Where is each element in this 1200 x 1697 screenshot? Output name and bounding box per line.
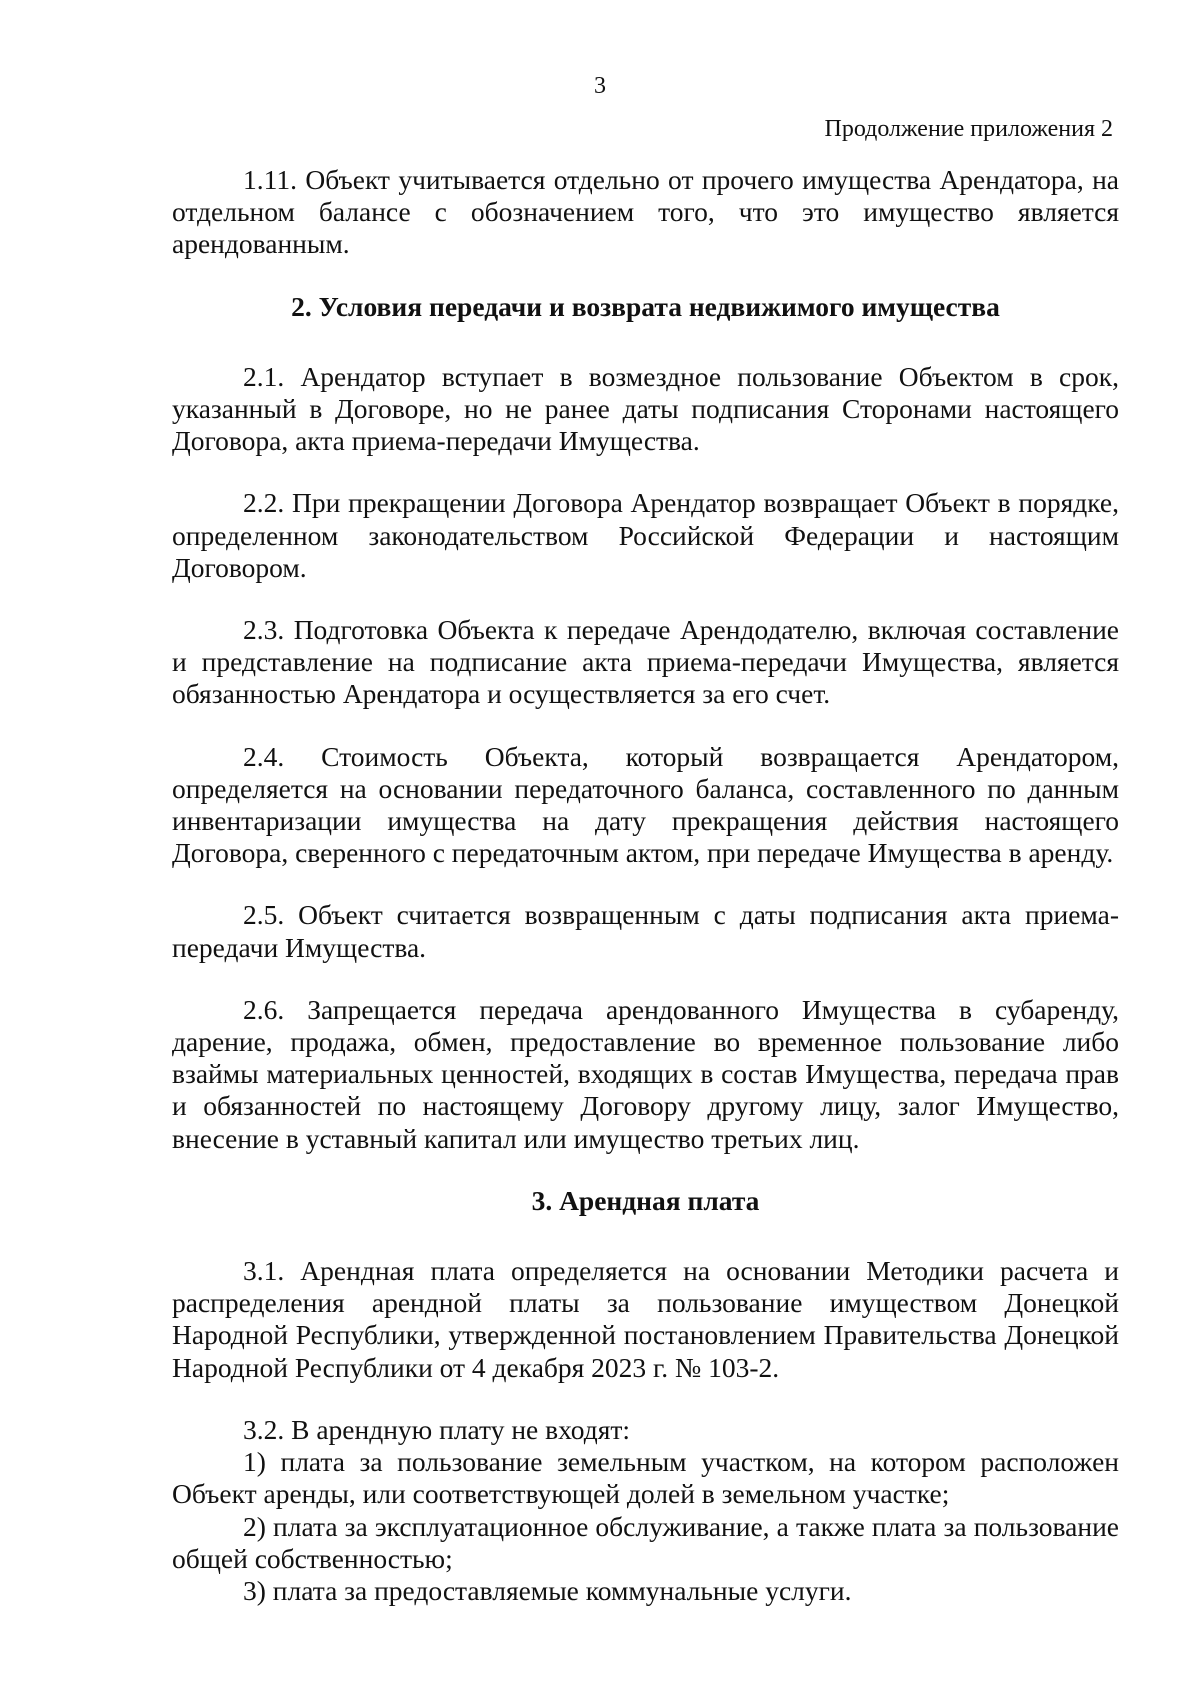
page-number: 3 xyxy=(594,73,606,99)
section-2-title: 2. Условия передачи и возврата недвижимого имущества xyxy=(291,290,1000,322)
list-item-3-2-1: 1) плата за пользование земельным участком, на котором расположен Объект аренды, или соответствующей долей в земельном участке; xyxy=(172,1446,1119,1510)
paragraph-3-2: 3.2. В арендную плату не входят: xyxy=(243,1413,631,1445)
paragraph-2-4: 2.4. Стоимость Объекта, который возвращается Арендатором, определяется на основании передаточного баланса, составленного по данным инвентаризации имущества на дату прекращения действия настоящего Договора, сверенного с передаточным актом, при передаче Имущества в аренду. xyxy=(172,740,1119,869)
list-item-3-2-2: 2) плата за эксплуатационное обслуживание, а также плата за пользование общей собственностью; xyxy=(172,1510,1119,1574)
paragraph-2-1: 2.1. Арендатор вступает в возмездное пользование Объектом в срок, указанный в Договоре, но не ранее даты подписания Сторонами настоящего Договора, акта приема-передачи Имущества. xyxy=(172,360,1119,457)
paragraph-2-3: 2.3. Подготовка Объекта к передаче Арендодателю, включая составление и представление на подписание акта приема-передачи Имущества, является обязанностью Арендатора и осуществляется за его счет. xyxy=(172,614,1119,710)
paragraph-2-2: 2.2. При прекращении Договора Арендатор возвращает Объект в порядке, определенном законодательством Российской Федерации и настоящим Договором. xyxy=(172,487,1119,583)
list-item-3-2-3: 3) плата за предоставляемые коммунальные услуги. xyxy=(243,1574,852,1606)
document-body xyxy=(172,164,1119,1607)
paragraph-2-5: 2.5. Объект считается возвращенным с даты подписания акта приема-передачи Имущества. xyxy=(172,899,1119,963)
running-header: Продолжение приложения 2 xyxy=(824,116,1113,142)
section-3-title: 3. Арендная плата xyxy=(531,1184,760,1216)
paragraph-1-11: 1.11. Объект учитывается отдельно от прочего имущества Арендатора, на отдельном балансе с обозначением того, что это имущество является арендованным. xyxy=(172,164,1119,260)
paragraph-3-1: 3.1. Арендная плата определяется на основании Методики расчета и распределения арендной платы за пользование имуществом Донецкой Народной Республики, утвержденной постановлением Правительства Донецкой Народной Республики от 4 декабря 2023 г. № 103-2. xyxy=(172,1255,1119,1383)
paragraph-2-6: 2.6. Запрещается передача арендованного Имущества в субаренду, дарение, продажа, обмен, предоставление во временное пользование либо взаймы материальных ценностей, входящих в состав Имущества, передача прав и обязанностей по настоящему Договору другому лицу, залог Имущество, внесение в уставный капитал или имущество третьих лиц. xyxy=(172,993,1119,1154)
